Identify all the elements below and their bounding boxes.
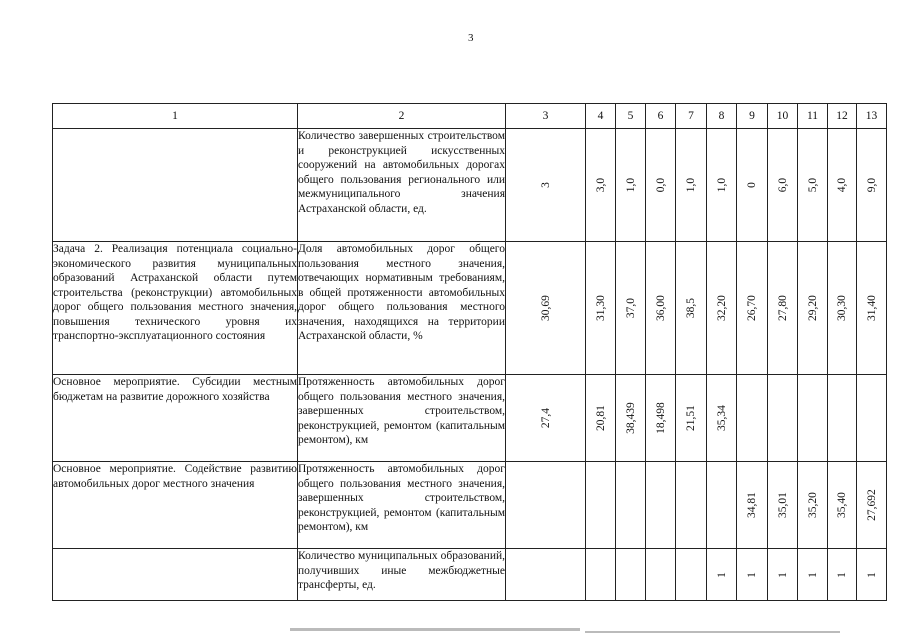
value-cell [676, 549, 707, 601]
value-cell [586, 375, 616, 462]
value-cell [506, 375, 586, 462]
value-cell [737, 129, 768, 242]
value-cell [857, 242, 887, 375]
value-cell [616, 462, 646, 549]
table-row [53, 129, 887, 242]
value-text: 29,20 [806, 295, 819, 321]
value-text: 27,692 [865, 489, 878, 521]
value-text: 6,0 [776, 177, 789, 193]
value-cell [768, 375, 798, 462]
value-cell [586, 462, 616, 549]
value-text: 37,0 [624, 297, 637, 319]
value-cell [707, 375, 737, 462]
value-cell [828, 242, 857, 375]
value-cell [707, 129, 737, 242]
value-text: 4,0 [835, 177, 848, 193]
task-cell: Основное мероприятие. Содействие развитию автомобильных дорог местного значения [53, 462, 298, 549]
value-cell [768, 129, 798, 242]
value-cell [506, 242, 586, 375]
value-cell [857, 375, 887, 462]
value-cell [676, 375, 707, 462]
header-cell: 8 [707, 104, 737, 129]
header-cell: 10 [768, 104, 798, 129]
value-cell [586, 129, 616, 242]
indicators-table [52, 103, 887, 601]
value-text: 35,01 [776, 492, 789, 518]
value-text: 1 [745, 571, 758, 578]
task-cell [53, 549, 298, 601]
value-text: 18,498 [654, 402, 667, 434]
value-cell [798, 129, 828, 242]
task-cell: Основное мероприятие. Субсидии местным бюджетам на развитие дорожного хозяйства [53, 375, 298, 462]
value-text: 31,40 [865, 295, 878, 321]
value-cell [646, 242, 676, 375]
table-row [53, 242, 887, 375]
value-text: 1,0 [684, 177, 697, 193]
header-cell: 5 [616, 104, 646, 129]
table-row [53, 462, 887, 549]
value-cell [586, 242, 616, 375]
value-cell [676, 242, 707, 375]
value-text: 3,0 [594, 177, 607, 193]
value-text: 1 [715, 571, 728, 578]
value-text: 38,5 [684, 297, 697, 319]
value-text: 35,20 [806, 492, 819, 518]
value-cell [616, 549, 646, 601]
value-text: 36,00 [654, 295, 667, 321]
value-cell [646, 549, 676, 601]
value-text: 31,30 [594, 295, 607, 321]
value-cell [676, 462, 707, 549]
scan-artifact-line [585, 631, 840, 633]
header-cell: 11 [798, 104, 828, 129]
value-text: 1 [776, 571, 789, 578]
value-cell [737, 462, 768, 549]
value-cell [737, 242, 768, 375]
value-text: 27,4 [539, 407, 552, 429]
value-cell [506, 129, 586, 242]
value-text: 26,70 [745, 295, 758, 321]
value-text: 1 [865, 571, 878, 578]
value-cell [616, 375, 646, 462]
value-cell [857, 462, 887, 549]
page-number: 3 [468, 32, 474, 44]
value-cell [828, 129, 857, 242]
value-text: 1 [835, 571, 848, 578]
value-cell [646, 129, 676, 242]
indicator-cell: Количество муниципальных образований, получивших иные межбюджетные трансферты, ед. [298, 549, 506, 601]
value-text: 5,0 [806, 177, 819, 193]
header-cell: 3 [506, 104, 586, 129]
indicator-cell: Протяженность автомобильных дорог общего пользования местного значения, завершенных строительством, реконструкцией, ремонтом (капитальным ремонтом), км [298, 375, 506, 462]
table-row [53, 375, 887, 462]
header-cell: 13 [857, 104, 887, 129]
value-text: 32,20 [715, 295, 728, 321]
indicator-cell: Доля автомобильных дорог общего пользования местного значения, отвечающих нормативным требованиям, в общей протяженности автомобильных дорог общего пользования местного значения, находящихся на территории Астраханской области, % [298, 242, 506, 375]
header-cell: 4 [586, 104, 616, 129]
value-cell [646, 462, 676, 549]
value-cell [798, 242, 828, 375]
value-cell [857, 549, 887, 601]
value-text: 27,80 [776, 295, 789, 321]
header-cell: 2 [298, 104, 506, 129]
header-row [53, 104, 887, 129]
indicator-cell: Количество завершенных строительством и реконструкцией искусственных сооружений на автомобильных дорогах общего пользования регионального или межмуниципального значения Астраханской области, ед. [298, 129, 506, 242]
value-text: 30,69 [539, 295, 552, 321]
value-cell [768, 462, 798, 549]
value-cell [828, 549, 857, 601]
value-cell [798, 462, 828, 549]
value-cell [707, 549, 737, 601]
value-text: 38,439 [624, 402, 637, 434]
value-cell [646, 375, 676, 462]
value-cell [828, 462, 857, 549]
value-text: 20,81 [594, 405, 607, 431]
value-cell [707, 462, 737, 549]
header-cell: 9 [737, 104, 768, 129]
value-cell [857, 129, 887, 242]
value-cell [798, 549, 828, 601]
value-text: 34,81 [745, 492, 758, 518]
table-row [53, 549, 887, 601]
value-cell [737, 549, 768, 601]
value-cell [616, 129, 646, 242]
value-cell [586, 549, 616, 601]
header-cell: 1 [53, 104, 298, 129]
value-text: 0 [745, 182, 758, 188]
value-text: 1 [806, 571, 819, 578]
value-cell [506, 549, 586, 601]
value-text: 1,0 [715, 177, 728, 193]
value-text: 21,51 [684, 405, 697, 431]
value-cell [676, 129, 707, 242]
header-cell: 7 [676, 104, 707, 129]
value-cell [707, 242, 737, 375]
value-cell [798, 375, 828, 462]
task-cell [53, 129, 298, 242]
value-text: 1,0 [624, 177, 637, 193]
header-cell: 12 [828, 104, 857, 129]
indicator-cell: Протяженность автомобильных дорог общего пользования местного значения, завершенных строительством, реконструкцией, ремонтом (капитальным ремонтом), км [298, 462, 506, 549]
value-text: 0,0 [654, 177, 667, 193]
value-cell [768, 549, 798, 601]
scan-artifact-line [290, 628, 580, 631]
value-cell [828, 375, 857, 462]
value-text: 30,30 [835, 295, 848, 321]
header-cell: 6 [646, 104, 676, 129]
value-cell [616, 242, 646, 375]
value-text: 9,0 [865, 177, 878, 193]
value-text: 3 [539, 182, 552, 188]
value-cell [768, 242, 798, 375]
value-text: 35,40 [835, 492, 848, 518]
task-cell: Задача 2. Реализация потенциала социально-экономического развития муниципальных образований Астраханской области путем строительства (реконструкции) автомобильных дорог общего пользования местного значения, повышения технического уровня их транспортно-эксплуатационного состояния [53, 242, 298, 375]
value-text: 35,34 [715, 405, 728, 431]
value-cell [506, 462, 586, 549]
value-cell [737, 375, 768, 462]
